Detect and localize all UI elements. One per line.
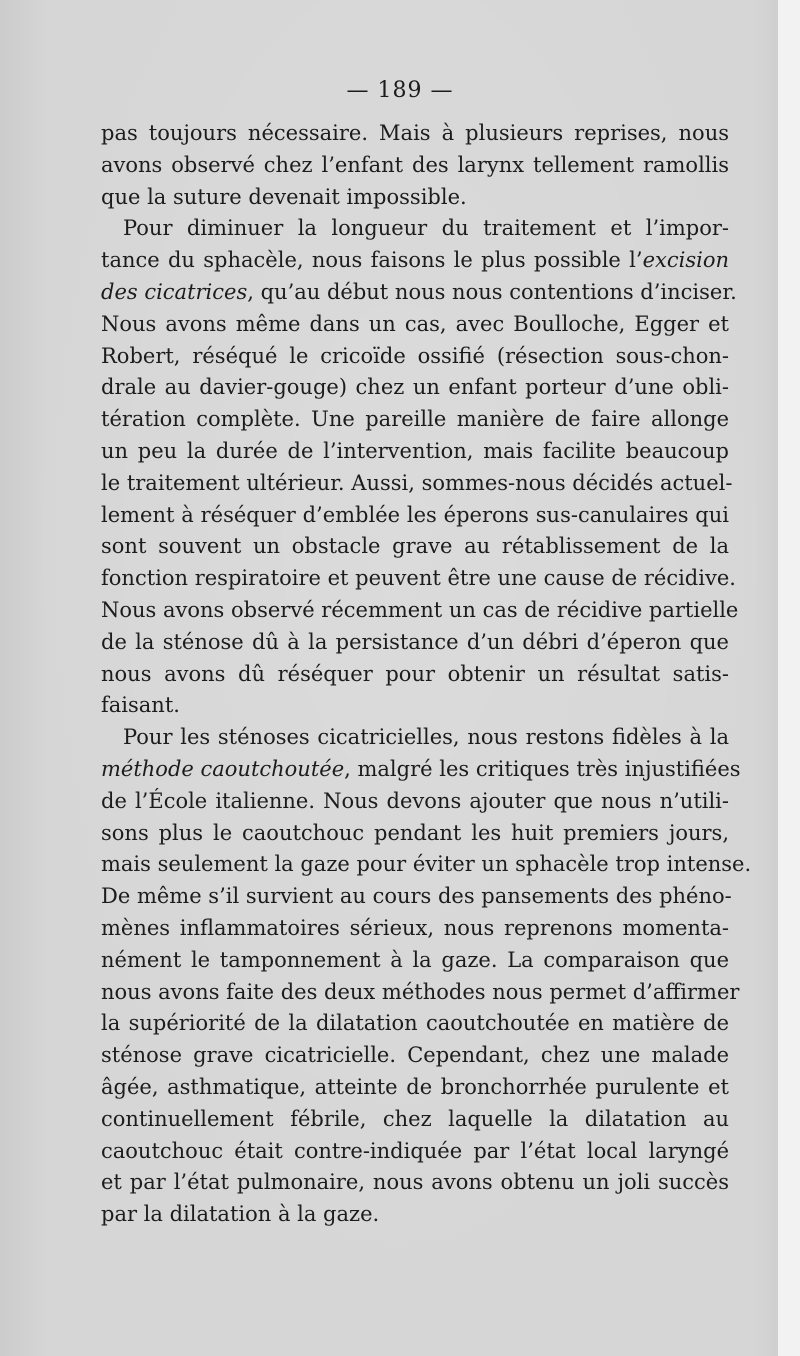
- italic-text: des cicatrices: [101, 279, 248, 304]
- text-run: De même s’il survient au cours des pansements des phéno-: [101, 884, 732, 909]
- body-text: [101, 118, 752, 1231]
- text-run: nément le tamponnement à la gaze. La comparaison que: [101, 947, 729, 972]
- text-run: tance du sphacèle, nous faisons le plus possible l’: [101, 248, 643, 273]
- text-run: nous avons dû réséquer pour obtenir un résultat satis-: [101, 661, 729, 686]
- text-line: [101, 913, 729, 945]
- text-line: [101, 341, 729, 373]
- text-run: caoutchouc était contre-indiquée par l’état local laryngé: [101, 1138, 729, 1163]
- text-run: et par l’état pulmonaire, nous avons obtenu un joli succès: [101, 1170, 729, 1195]
- text-line: [101, 818, 729, 850]
- text-run: sont souvent un obstacle grave au rétablissement de la: [101, 534, 729, 559]
- text-line: [101, 182, 729, 214]
- text-line: [101, 1104, 729, 1136]
- text-line: [101, 150, 729, 182]
- text-run: Pour diminuer la longueur du traitement et l’impor-: [123, 216, 729, 241]
- italic-text: excision: [642, 248, 729, 273]
- text-line: [101, 786, 729, 818]
- text-run: le traitement ultérieur. Aussi, sommes-nous décidés actuel-: [101, 470, 733, 495]
- text-line: [101, 659, 729, 691]
- text-run: , malgré les critiques très injustifiées: [344, 756, 741, 781]
- text-line: [101, 1136, 729, 1168]
- text-run: la supériorité de la dilatation caoutchoutée en matière de: [101, 1011, 729, 1036]
- text-line: [101, 754, 741, 786]
- text-run: tération complète. Une pareille manière de faire allonge: [101, 407, 729, 432]
- text-line: [101, 977, 740, 1009]
- text-line: [101, 372, 729, 404]
- text-line: [101, 213, 729, 245]
- text-run: de l’École italienne. Nous devons ajouter que nous n’utili-: [101, 788, 729, 813]
- text-run: sténose grave cicatricielle. Cependant, chez une malade: [101, 1043, 729, 1068]
- text-run: par la dilatation à la gaze.: [101, 1202, 380, 1227]
- text-run: lement à réséquer d’emblée les éperons sus-canulaires qui: [101, 502, 729, 527]
- text-line: [101, 404, 729, 436]
- text-line: [101, 1199, 729, 1231]
- text-run: mènes inflammatoires sérieux, nous reprenons momenta-: [101, 915, 729, 940]
- text-run: âgée, asthmatique, atteinte de bronchorrhée purulente et: [101, 1074, 729, 1099]
- text-line: [101, 563, 736, 595]
- text-run: Nous avons observé récemment un cas de récidive partielle: [101, 597, 739, 622]
- text-run: nous avons faite des deux méthodes nous permet d’affirmer: [101, 979, 740, 1004]
- text-line: [101, 118, 729, 150]
- text-line: [101, 627, 729, 659]
- text-line: [101, 595, 739, 627]
- text-line: [101, 500, 729, 532]
- text-line: [101, 849, 752, 881]
- text-run: faisant.: [101, 693, 180, 718]
- text-run: drale au davier-gouge) chez un enfant porteur d’une obli-: [101, 375, 729, 400]
- text-line: [101, 436, 729, 468]
- text-line: [101, 881, 732, 913]
- text-run: fonction respiratoire et peuvent être une cause de récidive.: [101, 566, 736, 591]
- text-run: Pour les sténoses cicatricielles, nous restons fidèles à la: [123, 725, 729, 750]
- page-edge: [778, 0, 800, 1356]
- text-run: avons observé chez l’enfant des larynx tellement ramollis: [101, 152, 729, 177]
- text-line: [101, 245, 729, 277]
- text-line: [101, 531, 729, 563]
- text-run: pas toujours nécessaire. Mais à plusieurs reprises, nous: [101, 121, 729, 145]
- text-run: , qu’au début nous nous contentions d’inciser.: [247, 279, 737, 304]
- text-line: [101, 468, 733, 500]
- text-line: [101, 277, 737, 309]
- text-run: un peu la durée de l’intervention, mais facilite beaucoup: [101, 438, 729, 463]
- text-line: [101, 309, 729, 341]
- text-line: [101, 1167, 729, 1199]
- text-run: Nous avons même dans un cas, avec Boulloche, Egger et: [101, 311, 729, 336]
- text-line: [101, 722, 729, 754]
- text-run: sons plus le caoutchouc pendant les huit premiers jours,: [101, 820, 729, 845]
- text-line: [101, 945, 729, 977]
- italic-text: méthode caoutchoutée: [101, 756, 345, 781]
- text-run: Robert, réséqué le cricoïde ossifié (résection sous-chon-: [101, 343, 729, 368]
- page-number: — 189 —: [346, 78, 454, 103]
- text-line: [101, 1072, 729, 1104]
- text-run: mais seulement la gaze pour éviter un sphacèle trop intense.: [101, 852, 752, 877]
- text-line: [101, 1040, 729, 1072]
- text-run: de la sténose dû à la persistance d’un débri d’éperon que: [101, 629, 729, 654]
- text-run: continuellement fébrile, chez laquelle la dilatation au: [101, 1106, 729, 1131]
- text-run: que la suture devenait impossible.: [101, 184, 467, 209]
- text-line: [101, 1008, 729, 1040]
- text-line: [101, 690, 729, 722]
